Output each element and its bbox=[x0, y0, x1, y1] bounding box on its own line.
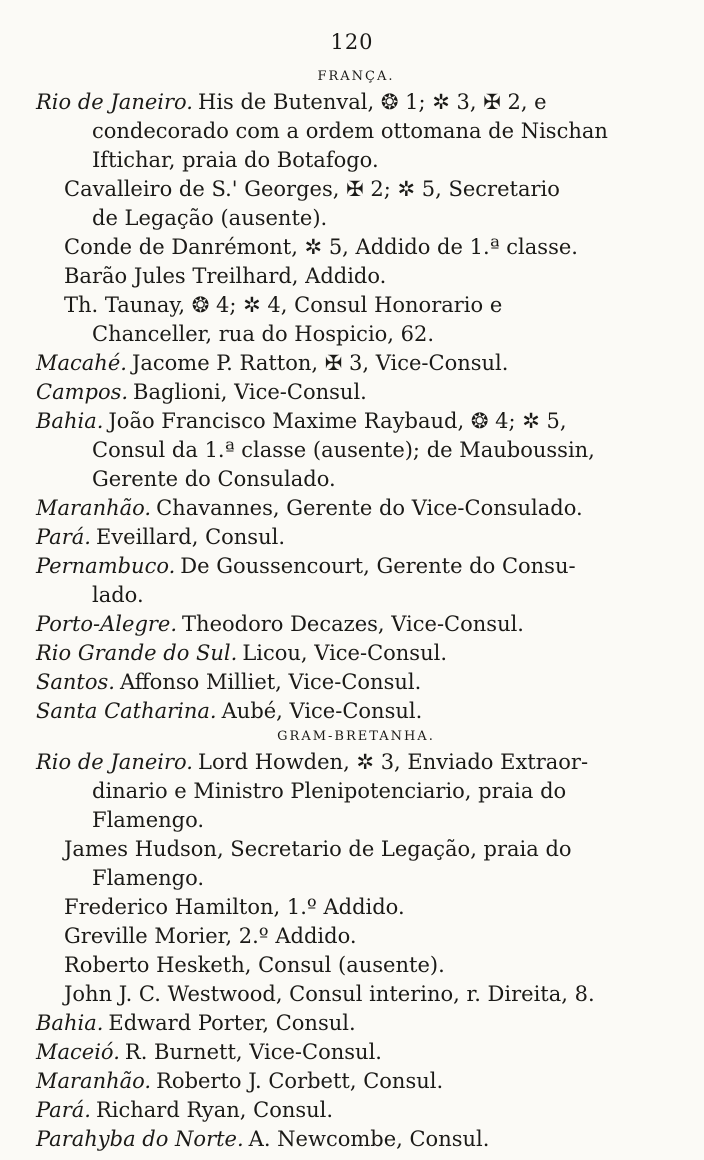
entry-line bbox=[36, 494, 676, 523]
entry-line bbox=[36, 1125, 676, 1154]
entry-text: Jacome P. Ratton, ✠ 3, Vice-Consul. bbox=[131, 351, 509, 375]
place-name: Maranhão. bbox=[36, 496, 152, 520]
section-title: GRAM-BRETANHA. bbox=[277, 729, 435, 744]
entry-text: Cavalleiro de S.' Georges, ✠ 2; ✲ 5, Secretario bbox=[64, 177, 560, 201]
entry-line bbox=[36, 864, 676, 893]
listing-entry bbox=[36, 980, 676, 1009]
entry-text: Frederico Hamilton, 1.º Addido. bbox=[64, 895, 405, 919]
entry-text: Chavannes, Gerente do Vice-Consulado. bbox=[156, 496, 583, 520]
entry-text: João Francisco Maxime Raybaud, ❂ 4; ✲ 5, bbox=[108, 409, 567, 433]
entry-line bbox=[36, 146, 676, 175]
entry-line bbox=[36, 1067, 676, 1096]
listing-entry bbox=[36, 407, 676, 494]
entry-text: Baglioni, Vice-Consul. bbox=[133, 380, 367, 404]
entry-text: R. Burnett, Vice-Consul. bbox=[124, 1040, 382, 1064]
entry-text: James Hudson, Secretario de Legação, praia do bbox=[64, 837, 572, 861]
listing-entry bbox=[36, 291, 676, 349]
entry-line bbox=[36, 523, 676, 552]
entry-line bbox=[36, 465, 676, 494]
entry-text: Licou, Vice-Consul. bbox=[242, 641, 447, 665]
listing-entry bbox=[36, 1096, 676, 1125]
listing-entry bbox=[36, 175, 676, 233]
place-name: Pará. bbox=[36, 1098, 91, 1122]
entry-text: lado. bbox=[92, 583, 144, 607]
entry-text: Barão Jules Treilhard, Addido. bbox=[64, 264, 387, 288]
listing-entry bbox=[36, 1067, 676, 1096]
entry-line bbox=[36, 175, 676, 204]
listing-entry bbox=[36, 639, 676, 668]
listing-entry bbox=[36, 893, 676, 922]
place-name: Rio Grande do Sul. bbox=[36, 641, 238, 665]
section-title: FRANÇA. bbox=[317, 69, 395, 84]
entry-text: Roberto Hesketh, Consul (ausente). bbox=[64, 953, 445, 977]
entry-line bbox=[36, 748, 676, 777]
entry-text: condecorado com a ordem ottomana de Nischan bbox=[92, 119, 608, 143]
entry-line bbox=[36, 1096, 676, 1125]
listing-entry bbox=[36, 233, 676, 262]
entry-text: dinario e Ministro Plenipotenciario, praia do bbox=[92, 779, 567, 803]
entry-text: Roberto J. Corbett, Consul. bbox=[156, 1069, 444, 1093]
place-name: Pará. bbox=[36, 525, 91, 549]
listing-entry bbox=[36, 523, 676, 552]
entry-line bbox=[36, 835, 676, 864]
entry-line bbox=[36, 407, 676, 436]
place-name: Rio de Janeiro. bbox=[36, 750, 193, 774]
listing-entry bbox=[36, 1125, 676, 1154]
entry-text: Conde de Danrémont, ✲ 5, Addido de 1.ª classe. bbox=[64, 235, 578, 259]
entry-line bbox=[36, 951, 676, 980]
entry-text: Chanceller, rua do Hospicio, 62. bbox=[92, 322, 435, 346]
entry-line bbox=[36, 581, 676, 610]
entry-line bbox=[36, 777, 676, 806]
listing-entry bbox=[36, 697, 676, 726]
entry-text: Edward Porter, Consul. bbox=[108, 1011, 356, 1035]
listing-entry bbox=[36, 378, 676, 407]
place-name: Rio de Janeiro. bbox=[36, 90, 193, 114]
entry-text: Lord Howden, ✲ 3, Enviado Extraor- bbox=[198, 750, 589, 774]
entry-line bbox=[36, 697, 676, 726]
entry-line bbox=[36, 639, 676, 668]
entry-line bbox=[36, 291, 676, 320]
entry-text: Aubé, Vice-Consul. bbox=[221, 699, 423, 723]
entry-line bbox=[36, 1038, 676, 1067]
place-name: Pernambuco. bbox=[36, 554, 176, 578]
entry-line bbox=[36, 88, 676, 117]
listing-entry bbox=[36, 88, 676, 175]
listing-entry bbox=[36, 494, 676, 523]
listing-entry bbox=[36, 552, 676, 610]
entry-line bbox=[36, 1009, 676, 1038]
place-name: Parahyba do Norte. bbox=[36, 1127, 244, 1151]
entry-text: Th. Taunay, ❂ 4; ✲ 4, Consul Honorario e bbox=[64, 293, 503, 317]
entry-text: Affonso Milliet, Vice-Consul. bbox=[119, 670, 422, 694]
entry-text: Eveillard, Consul. bbox=[95, 525, 286, 549]
listing-entry bbox=[36, 610, 676, 639]
entry-text: Iftichar, praia do Botafogo. bbox=[92, 148, 379, 172]
listing-entry bbox=[36, 748, 676, 835]
entry-text: A. Newcombe, Consul. bbox=[248, 1127, 490, 1151]
entry-line bbox=[36, 806, 676, 835]
entry-text: Richard Ryan, Consul. bbox=[95, 1098, 334, 1122]
listing-entry bbox=[36, 922, 676, 951]
entry-line bbox=[36, 117, 676, 146]
entry-text: Theodoro Decazes, Vice-Consul. bbox=[182, 612, 524, 636]
entry-line bbox=[36, 233, 676, 262]
place-name: Maceió. bbox=[36, 1040, 120, 1064]
listing-entry bbox=[36, 951, 676, 980]
listing-entry bbox=[36, 668, 676, 697]
place-name: Maranhão. bbox=[36, 1069, 152, 1093]
entry-text: John J. C. Westwood, Consul interino, r. Direita, 8. bbox=[64, 982, 595, 1006]
entry-line bbox=[36, 552, 676, 581]
page-number: 120 bbox=[330, 30, 374, 54]
place-name: Campos. bbox=[36, 380, 129, 404]
entry-text: Gerente do Consulado. bbox=[92, 467, 336, 491]
consul-listing bbox=[36, 66, 676, 1154]
entry-text: de Legação (ausente). bbox=[92, 206, 328, 230]
entry-line bbox=[36, 980, 676, 1009]
place-name: Bahia. bbox=[36, 409, 104, 433]
entry-text: Flamengo. bbox=[92, 808, 205, 832]
entry-line bbox=[36, 262, 676, 291]
entry-line bbox=[36, 378, 676, 407]
entry-line bbox=[36, 610, 676, 639]
place-name: Santos. bbox=[36, 670, 115, 694]
entry-line bbox=[36, 320, 676, 349]
section bbox=[36, 66, 676, 726]
entry-line bbox=[36, 349, 676, 378]
entry-text: His de Butenval, ❂ 1; ✲ 3, ✠ 2, e bbox=[198, 90, 547, 114]
place-name: Macahé. bbox=[36, 351, 127, 375]
entry-line bbox=[36, 922, 676, 951]
place-name: Santa Catharina. bbox=[36, 699, 217, 723]
entry-line bbox=[36, 893, 676, 922]
section bbox=[36, 726, 676, 1154]
listing-entry bbox=[36, 1009, 676, 1038]
entry-line bbox=[36, 204, 676, 233]
entry-text: Consul da 1.ª classe (ausente); de Mauboussin, bbox=[92, 438, 595, 462]
entry-text: Greville Morier, 2.º Addido. bbox=[64, 924, 357, 948]
listing-entry bbox=[36, 835, 676, 893]
entry-line bbox=[36, 436, 676, 465]
place-name: Bahia. bbox=[36, 1011, 104, 1035]
listing-entry bbox=[36, 349, 676, 378]
entry-line bbox=[36, 668, 676, 697]
entry-text: Flamengo. bbox=[92, 866, 205, 890]
listing-entry bbox=[36, 1038, 676, 1067]
listing-entry bbox=[36, 262, 676, 291]
entry-text: De Goussencourt, Gerente do Consu- bbox=[180, 554, 576, 578]
place-name: Porto-Alegre. bbox=[36, 612, 178, 636]
